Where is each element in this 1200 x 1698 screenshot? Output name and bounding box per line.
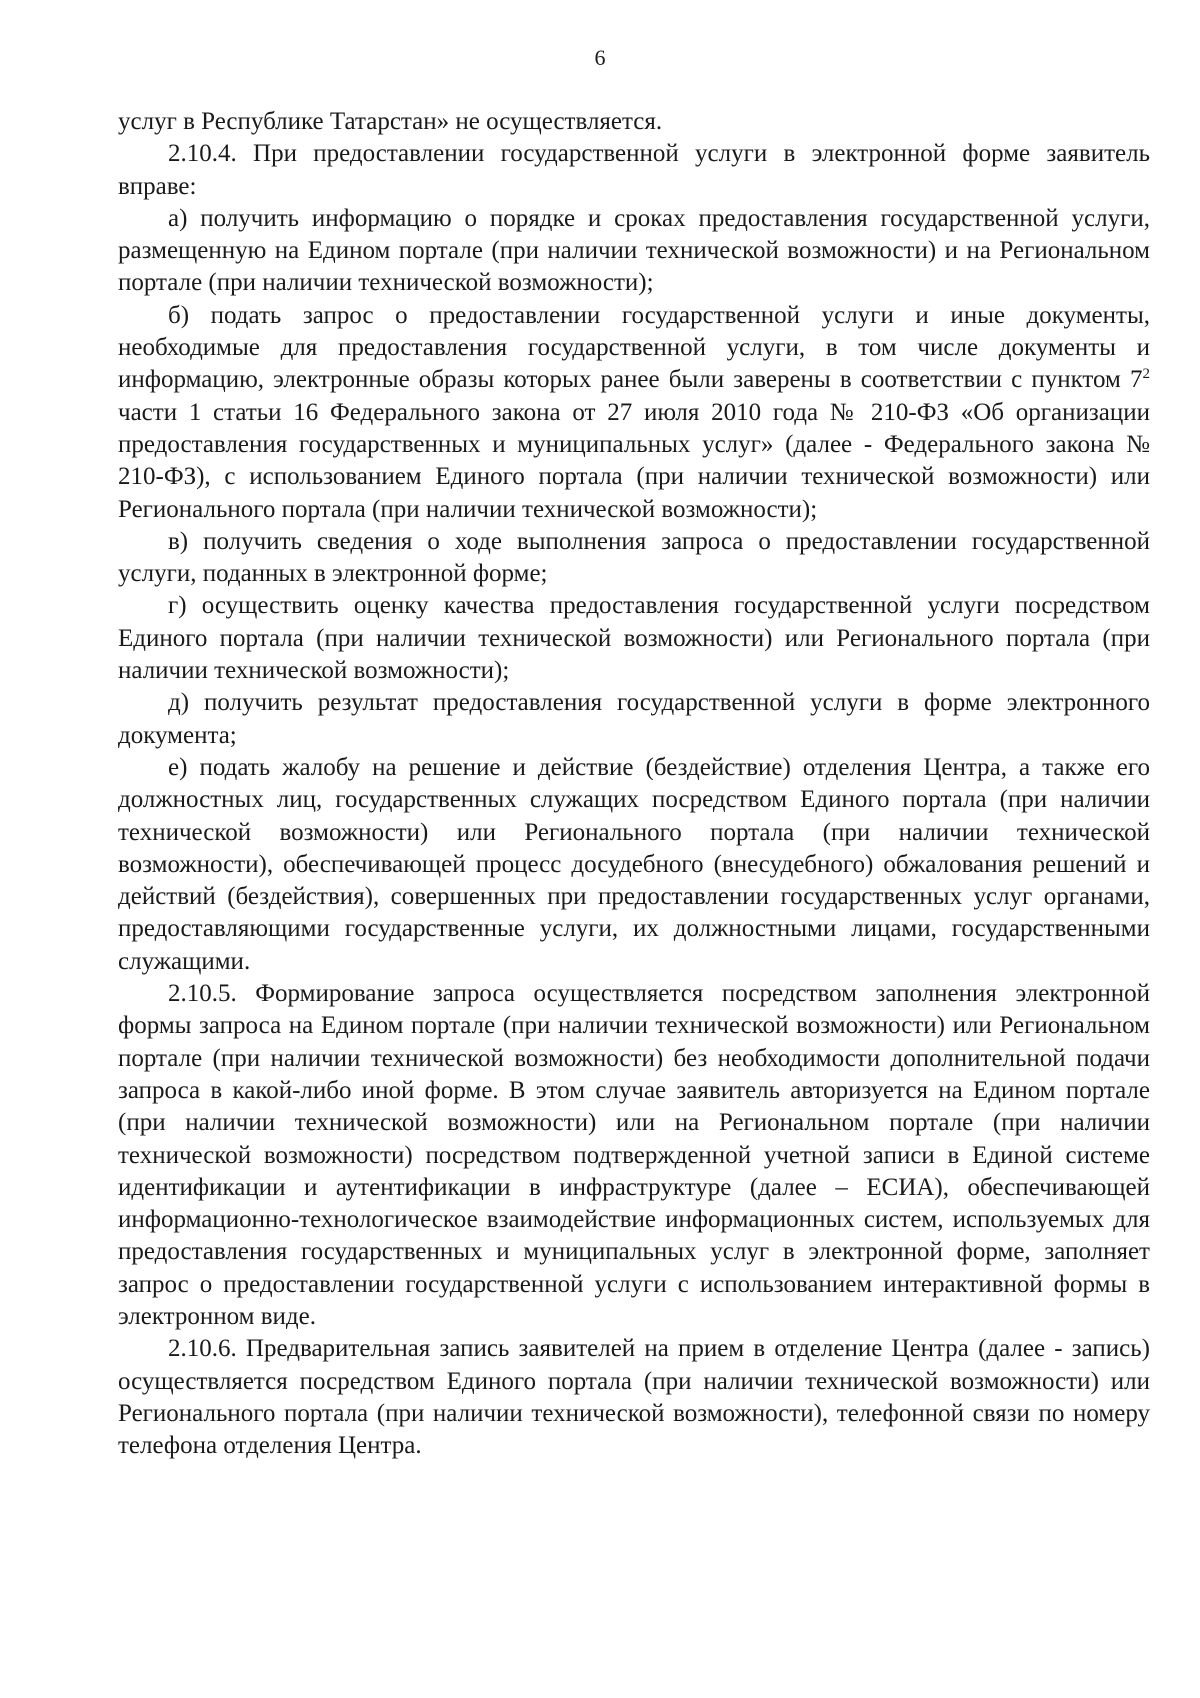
- list-item-b: [118, 300, 1150, 526]
- list-item-v: в) получить сведения о ходе выполнения запроса о предоставлении государственной услуги, поданных в электронной форме;: [118, 527, 1150, 588]
- superscript-2: 2: [1142, 366, 1150, 383]
- paragraph-2-10-5: 2.10.5. Формирование запроса осуществляется посредством заполнения электронной формы запроса на Едином портале (при наличии технической возможности) или Региональном портале (при наличии технической возможности) без необходимости дополнительной подачи запроса в какой-либо иной форме. В этом случае заявитель авторизуется на Едином портале (при наличии технической возможности) или на Региональном портале (при наличии технической возможности) посредством подтвержденной учетной записи в Единой системе идентификации и аутентификации в инфраструктуре (далее – ЕСИА), обеспечивающей информационно-технологическое взаимодействие информационных систем, используемых для предоставления государственных и муниципальных услуг в электронной форме, заполняет запрос о предоставлении государственной услуги с использованием интерактивной формы в электронном виде.: [118, 980, 1150, 1330]
- paragraph-continuation: услуг в Республике Татарстан» не осуществляется.: [118, 108, 663, 135]
- list-item-b-middle: информацию, электронные образы которых ранее были заверены в соответствии с пунктом 7: [118, 366, 1143, 394]
- list-item-b-start: б) подать запрос о предоставлении государственной услуги и иные документы, необходимые для предоставления государственной услуги, в том числе документы и: [118, 301, 1150, 362]
- list-item-b-law: части 1 статьи 16 Федерального закона от 27 июля 2010 года № 210-ФЗ: [118, 398, 949, 426]
- list-item-b-end: «Об организации предоставления государственных и муниципальных услуг» (далее - Федерального закона № 210-ФЗ), с использованием Единого портала (при наличии технической возможности) или Регионального портала (при наличии технической возможности);: [118, 398, 1150, 523]
- paragraph-2-10-4: 2.10.4. При предоставлении государственной услуги в электронной форме заявитель вправе:: [118, 140, 1150, 200]
- document-body: [118, 106, 1150, 1462]
- list-item-e: е) подать жалобу на решение и действие (бездействие) отделения Центра, а также его должностных лиц, государственных служащих посредством Единого портала (при наличии технической возможности) или Регионального портала (при наличии технической возможности), обеспечивающей процесс досудебного (внесудебного) обжалования решений и действий (бездействия), совершенных при предоставлении государственных услуг органами, предоставляющими государственные услуги, их должностными лицами, государственными служащими.: [118, 753, 1150, 975]
- page-number: 6: [594, 45, 606, 70]
- list-item-g: г) осуществить оценку качества предоставления государственной услуги посредством Единого портала (при наличии технической возможности) или Регионального портала (при наличии технической возможности);: [118, 592, 1150, 685]
- list-item-a: а) получить информацию о порядке и сроках предоставления государственной услуги, размещенную на Едином портале (при наличии технической возможности) и на Региональном портале (при наличии технической возможности);: [118, 204, 1150, 297]
- list-item-d: д) получить результат предоставления государственной услуги в форме электронного документа;: [118, 689, 1150, 749]
- paragraph-2-10-6: 2.10.6. Предварительная запись заявителей на прием в отделение Центра (далее - запись) осуществляется посредством Единого портала (при наличии технической возможности) или Регионального портала (при наличии технической возможности), телефонной связи по номеру телефона отделения Центра.: [118, 1335, 1150, 1460]
